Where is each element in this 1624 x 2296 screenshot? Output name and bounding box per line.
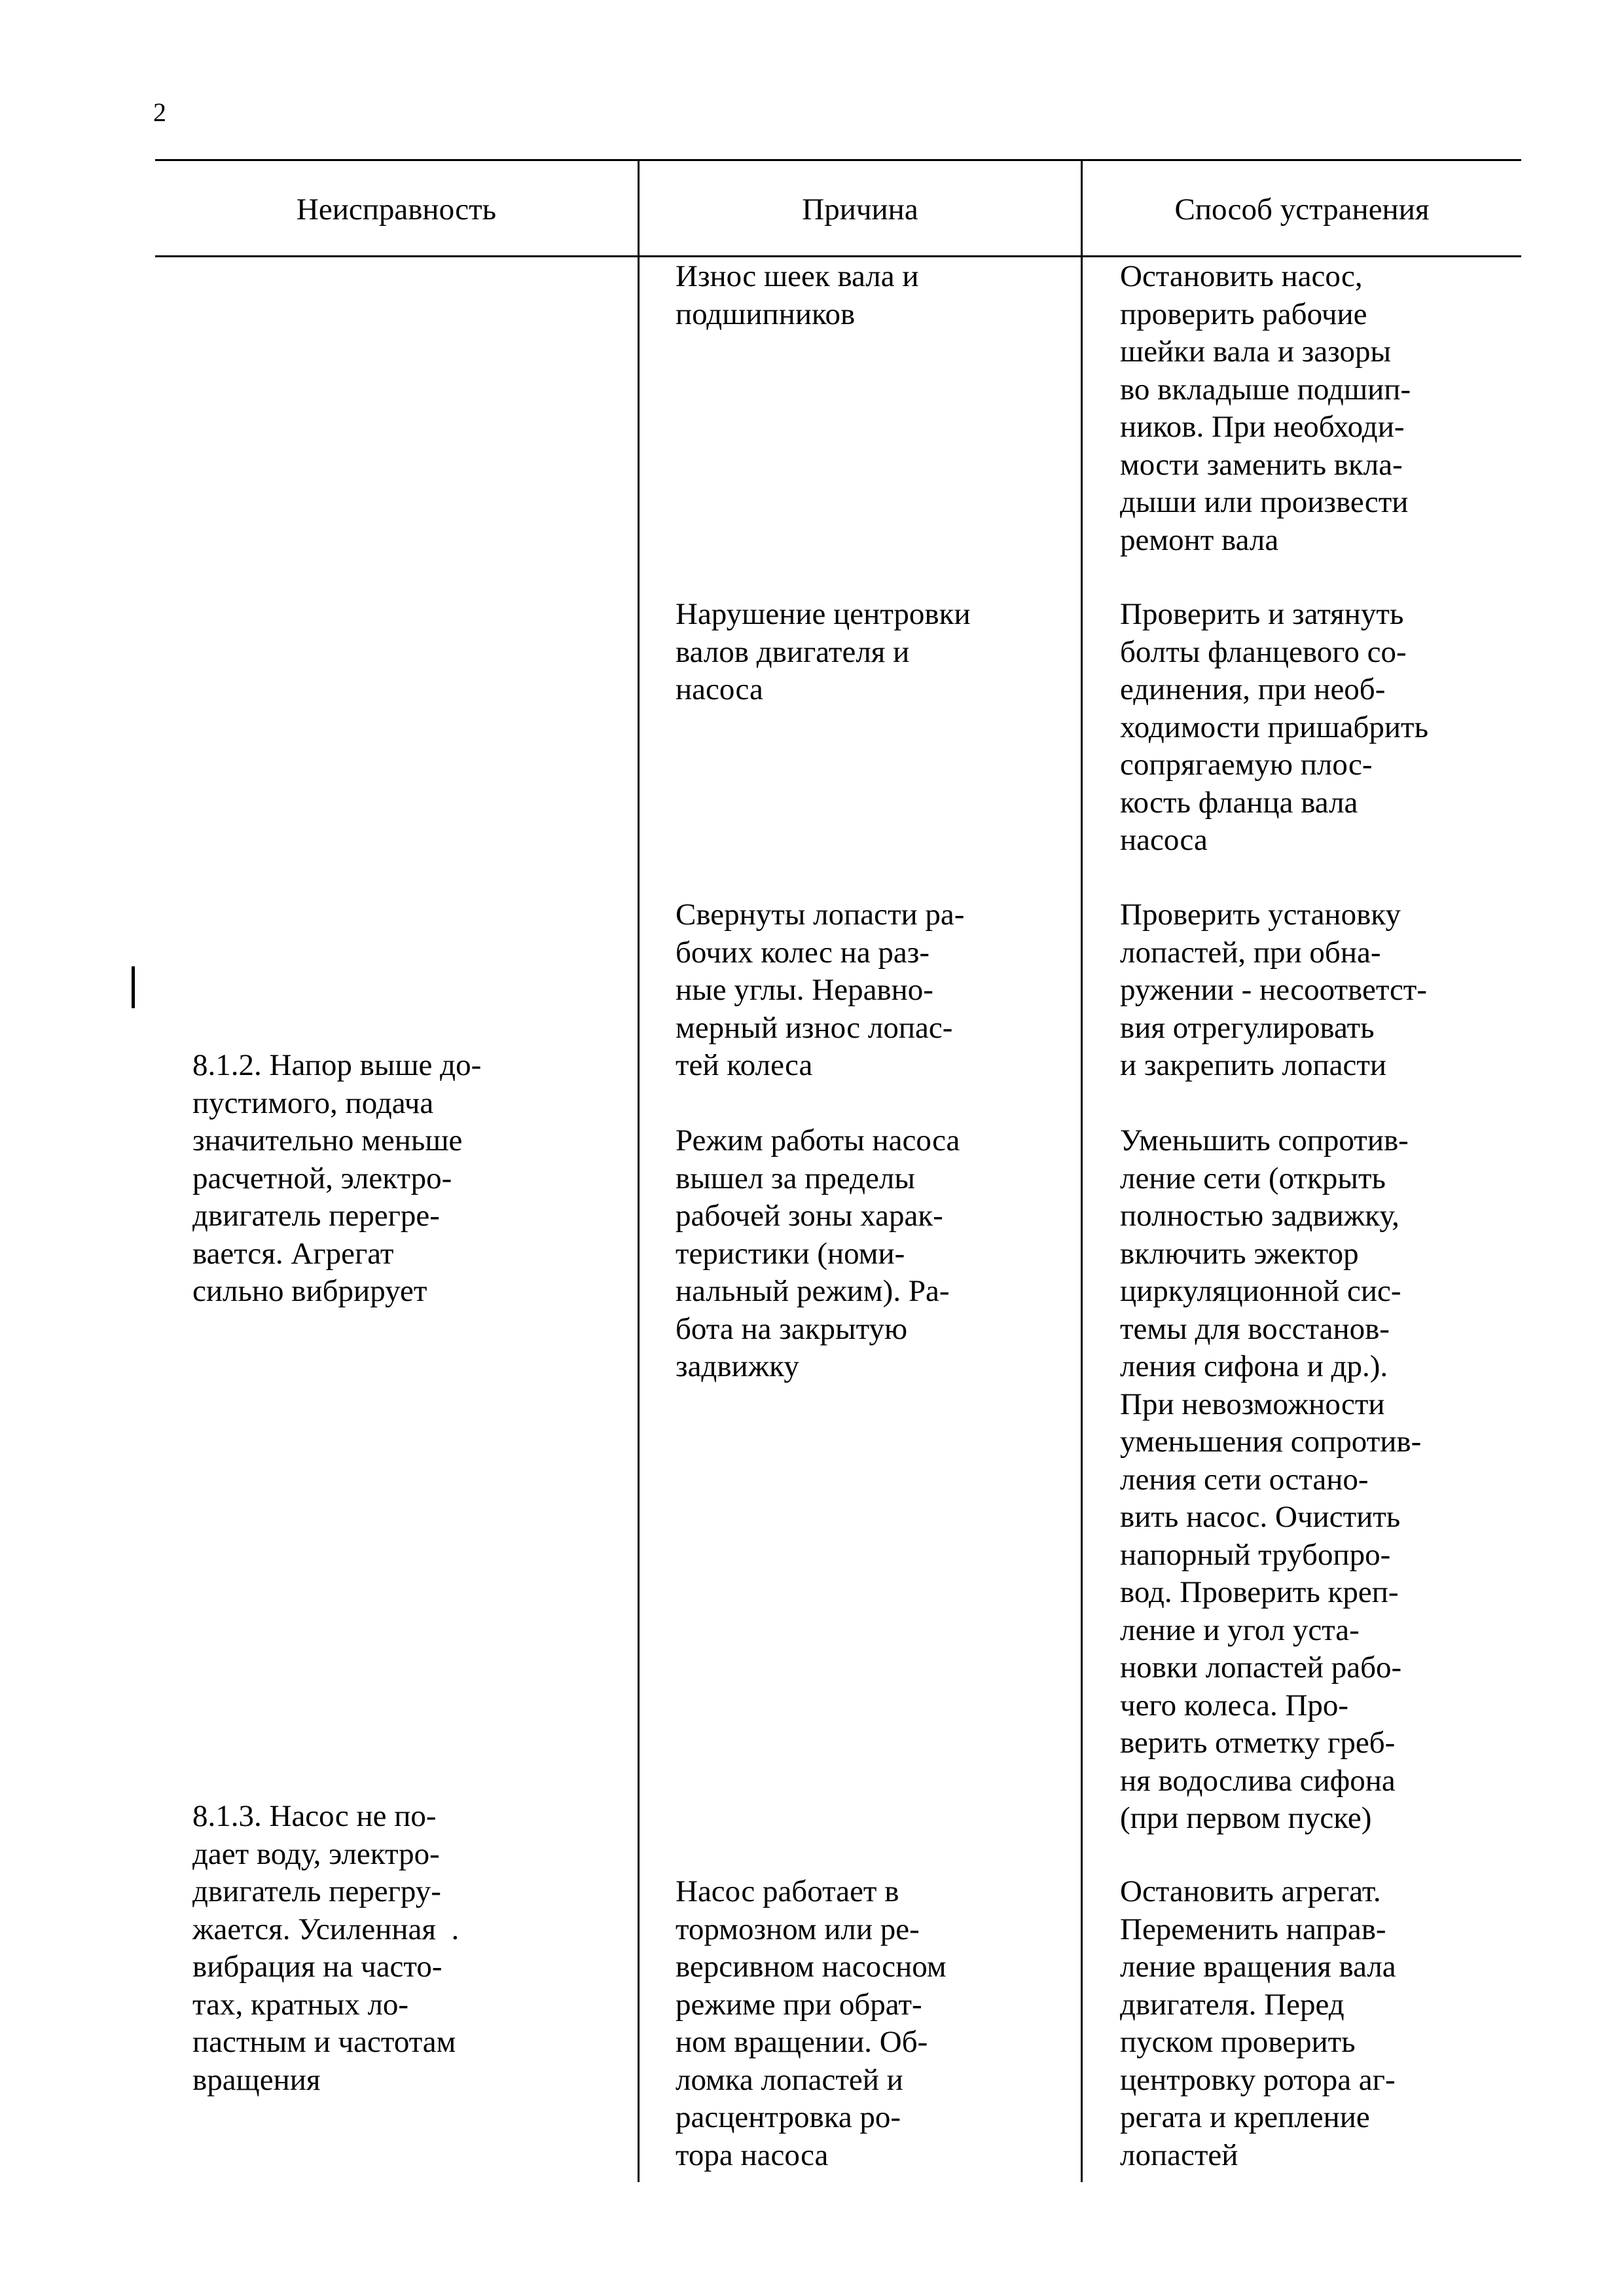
page-number: 2 (153, 98, 166, 127)
header-remedy: Способ устранения (1174, 192, 1430, 227)
remedy-cell: Проверить установку лопастей, при обна- ружении - несоответст- вия отрегулировать и закрепить лопасти (1120, 898, 1427, 1082)
table-top-rule (155, 159, 1521, 161)
header-fault: Неисправность (296, 192, 497, 227)
cause-cell: Свернуты лопасти ра- бочих колес на раз- ные углы. Неравно- мерный износ лопас- тей колеса (676, 898, 965, 1082)
fault-cell: 8.1.3. Насос не по- дает воду, электро- двигатель перегру- жается. Усиленная . вибрация на часто- тах, кратных ло- пастным и частотам вращения (192, 1799, 460, 2097)
column-divider-2 (1081, 159, 1083, 2182)
cause-cell: Нарушение центровки валов двигателя и насоса (676, 597, 971, 706)
cause-cell: Насос работает в тормозном или ре- версивном насосном режиме при обрат- ном вращении. Об- ломка лопастей и расцентровка ро- тора насоса (676, 1874, 947, 2172)
remedy-cell: Уменьшить сопротив- ление сети (открыть полностью задвижку, включить эжектор циркуляционной сис- темы для восстанов- ления сифона и др.). При невозможности уменьшения сопротив- ления сети остано- вить насос. Очистить напорный трубопро- вод. Проверить креп- ление и угол уста- новки лопастей рабо- чего колеса. Про- верить отметку греб- ня водослива сифона (при первом пуске) (1120, 1123, 1422, 1835)
remedy-cell: Остановить агрегат. Переменить направ- ление вращения вала двигателя. Перед пуском проверить центровку ротора аг- регата и крепление лопастей (1120, 1874, 1396, 2172)
table-header-rule (155, 255, 1521, 257)
header-cause: Причина (802, 192, 918, 227)
margin-change-bar (132, 966, 135, 1008)
remedy-cell: Проверить и затянуть болты фланцевого со- единения, при необ- ходимости пришабрить сопрягаемую плос- кость фланца вала насоса (1120, 597, 1429, 857)
column-divider-1 (638, 159, 640, 2182)
cause-cell: Износ шеек вала и подшипников (676, 259, 919, 331)
fault-cell: 8.1.2. Напор выше до- пустимого, подача значительно меньше расчетной, электро- двигатель перегре- вается. Агрегат сильно вибрирует (192, 1048, 482, 1308)
remedy-cell: Остановить насос, проверить рабочие шейки вала и зазоры во вкладыше подшип- ников. При необходи- мости заменить вкла- дыши или произвести ремонт вала (1120, 259, 1411, 557)
cause-cell: Режим работы насоса вышел за пределы рабочей зоны харак- теристики (номи- нальный режим). Ра- бота на закрытую задвижку (676, 1123, 960, 1383)
